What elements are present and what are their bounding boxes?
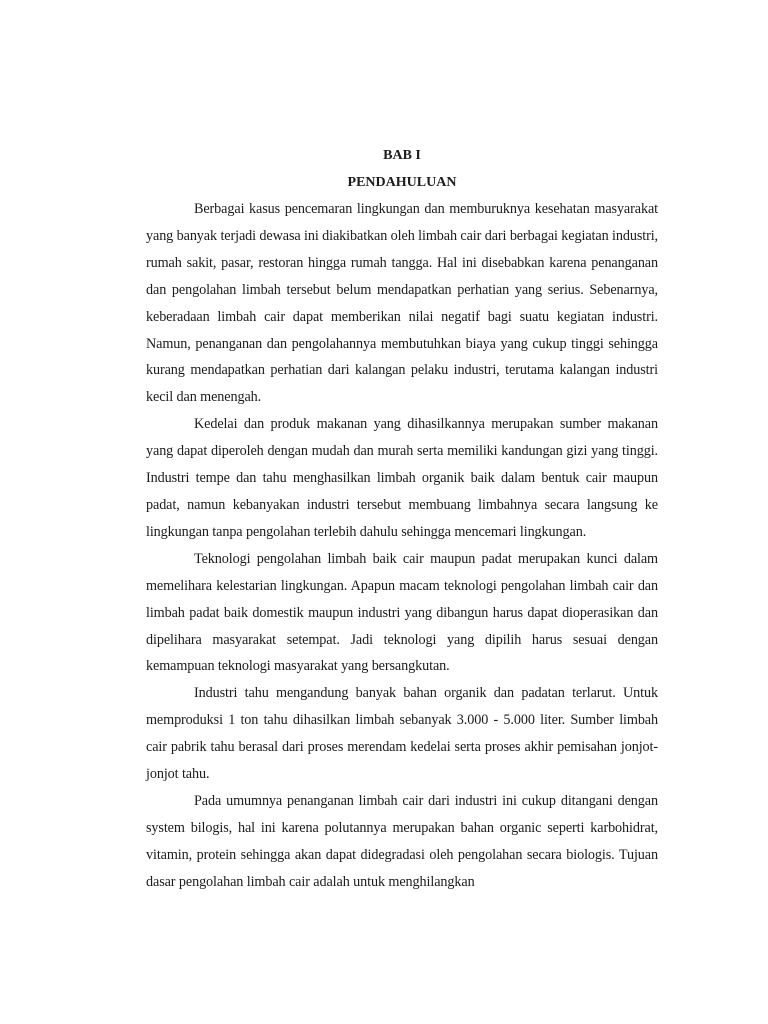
chapter-number: BAB I	[383, 148, 421, 163]
body-text	[146, 196, 658, 896]
paragraph: Teknologi pengolahan limbah baik cair maupun padat merupakan kunci dalam memelihara kelestarian lingkungan. Apapun macam teknologi pengolahan limbah cair dan limbah padat baik domestik maupun industri yang dibangun harus dapat dioperasikan dan dipelihara masyarakat setempat. Jadi teknologi yang dipilih harus sesuai dengan kemampuan teknologi masyarakat yang bersangkutan.	[146, 550, 658, 675]
paragraph: Kedelai dan produk makanan yang dihasilkannya merupakan sumber makanan yang dapat diperoleh dengan mudah dan murah serta memiliki kandungan gizi yang tinggi. Industri tempe dan tahu menghasilkan limbah organik baik dalam bentuk cair maupun padat, namun kebanyakan industri tersebut membuang limbahnya secara langsung ke lingkungan tanpa pengolahan terlebih dahulu sehingga mencemari lingkungan.	[146, 416, 658, 540]
document-page	[146, 142, 658, 896]
paragraph: Berbagai kasus pencemaran lingkungan dan memburuknya kesehatan masyarakat yang banyak terjadi dewasa ini diakibatkan oleh limbah cair dari berbagai kegiatan industri, rumah sakit, pasar, restoran hingga rumah tangga. Hal ini disebabkan karena penanganan dan pengolahan limbah tersebut belum mendapatkan perhatian yang serius. Sebenarnya, keberadaan limbah cair dapat memberikan nilai negatif bagi suatu kegiatan industri. Namun, penanganan dan pengolahannya membutuhkan biaya yang cukup tinggi sehingga kurang mendapatkan perhatian dari kalangan pelaku industri, terutama kalangan industri kecil dan menengah.	[146, 201, 659, 406]
chapter-title: PENDAHULUAN	[347, 175, 457, 190]
paragraph: Industri tahu mengandung banyak bahan organik dan padatan terlarut. Untuk memproduksi 1 ton tahu dihasilkan limbah sebanyak 3.000 - 5.000 liter. Sumber limbah cair pabrik tahu berasal dari proses merendam kedelai serta proses akhir pemisahan jonjot-jonjot tahu.	[146, 685, 658, 783]
paragraph: Pada umumnya penanganan limbah cair dari industri ini cukup ditangani dengan system bilogis, hal ini karena polutannya merupakan bahan organic seperti karbohidrat, vitamin, protein sehingga akan dapat didegradasi oleh pengolahan secara biologis. Tujuan dasar pengolahan limbah cair adalah untuk menghilangkan	[146, 792, 658, 890]
